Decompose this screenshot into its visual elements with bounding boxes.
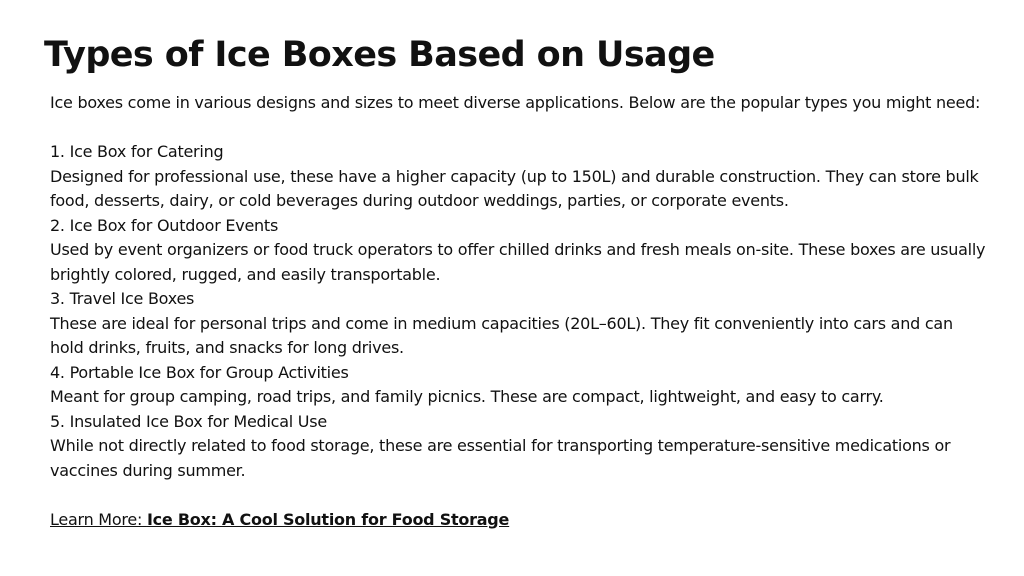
spacer [50,483,990,508]
learn-more-line [50,508,990,533]
item-heading-group-activities: 4. Portable Ice Box for Group Activities [50,362,349,382]
learn-more-prefix: Learn More: [50,509,147,529]
item-heading-catering: 1. Ice Box for Catering [50,142,224,161]
item-description-travel: These are ideal for personal trips and come in medium capacities (20L–60L). They fit conveniently into cars and can hold drinks, fruits, and snacks for long drives. [50,313,953,357]
learn-more-link[interactable]: Ice Box: A Cool Solution for Food Storage [146,509,510,529]
item-description-catering: Designed for professional use, these have a higher capacity (up to 150L) and durable construction. They can store bulk food, desserts, dairy, or cold beverages during outdoor weddings, parties, or corporate events. [50,166,979,210]
slide-body [50,91,990,532]
item-description-medical: While not directly related to food storage, these are essential for transporting temperature-sensitive medications or vaccines during summer. [50,436,951,480]
item-heading-outdoor-events: 2. Ice Box for Outdoor Events [50,215,279,235]
item-heading-travel: 3. Travel Ice Boxes [50,289,195,308]
intro-paragraph: Ice boxes come in various designs and sizes to meet diverse applications. Below are the popular types you might need: [50,93,981,112]
page-title: Types of Ice Boxes Based on Usage [44,35,715,75]
item-description-group-activities: Meant for group camping, road trips, and family picnics. These are compact, lightweight, and easy to carry. [50,387,884,406]
item-heading-medical: 5. Insulated Ice Box for Medical Use [50,411,327,431]
spacer [50,116,990,141]
item-description-outdoor-events: Used by event organizers or food truck operators to offer chilled drinks and fresh meals on-site. These boxes are usually brightly colored, rugged, and easily transportable. [50,240,986,284]
